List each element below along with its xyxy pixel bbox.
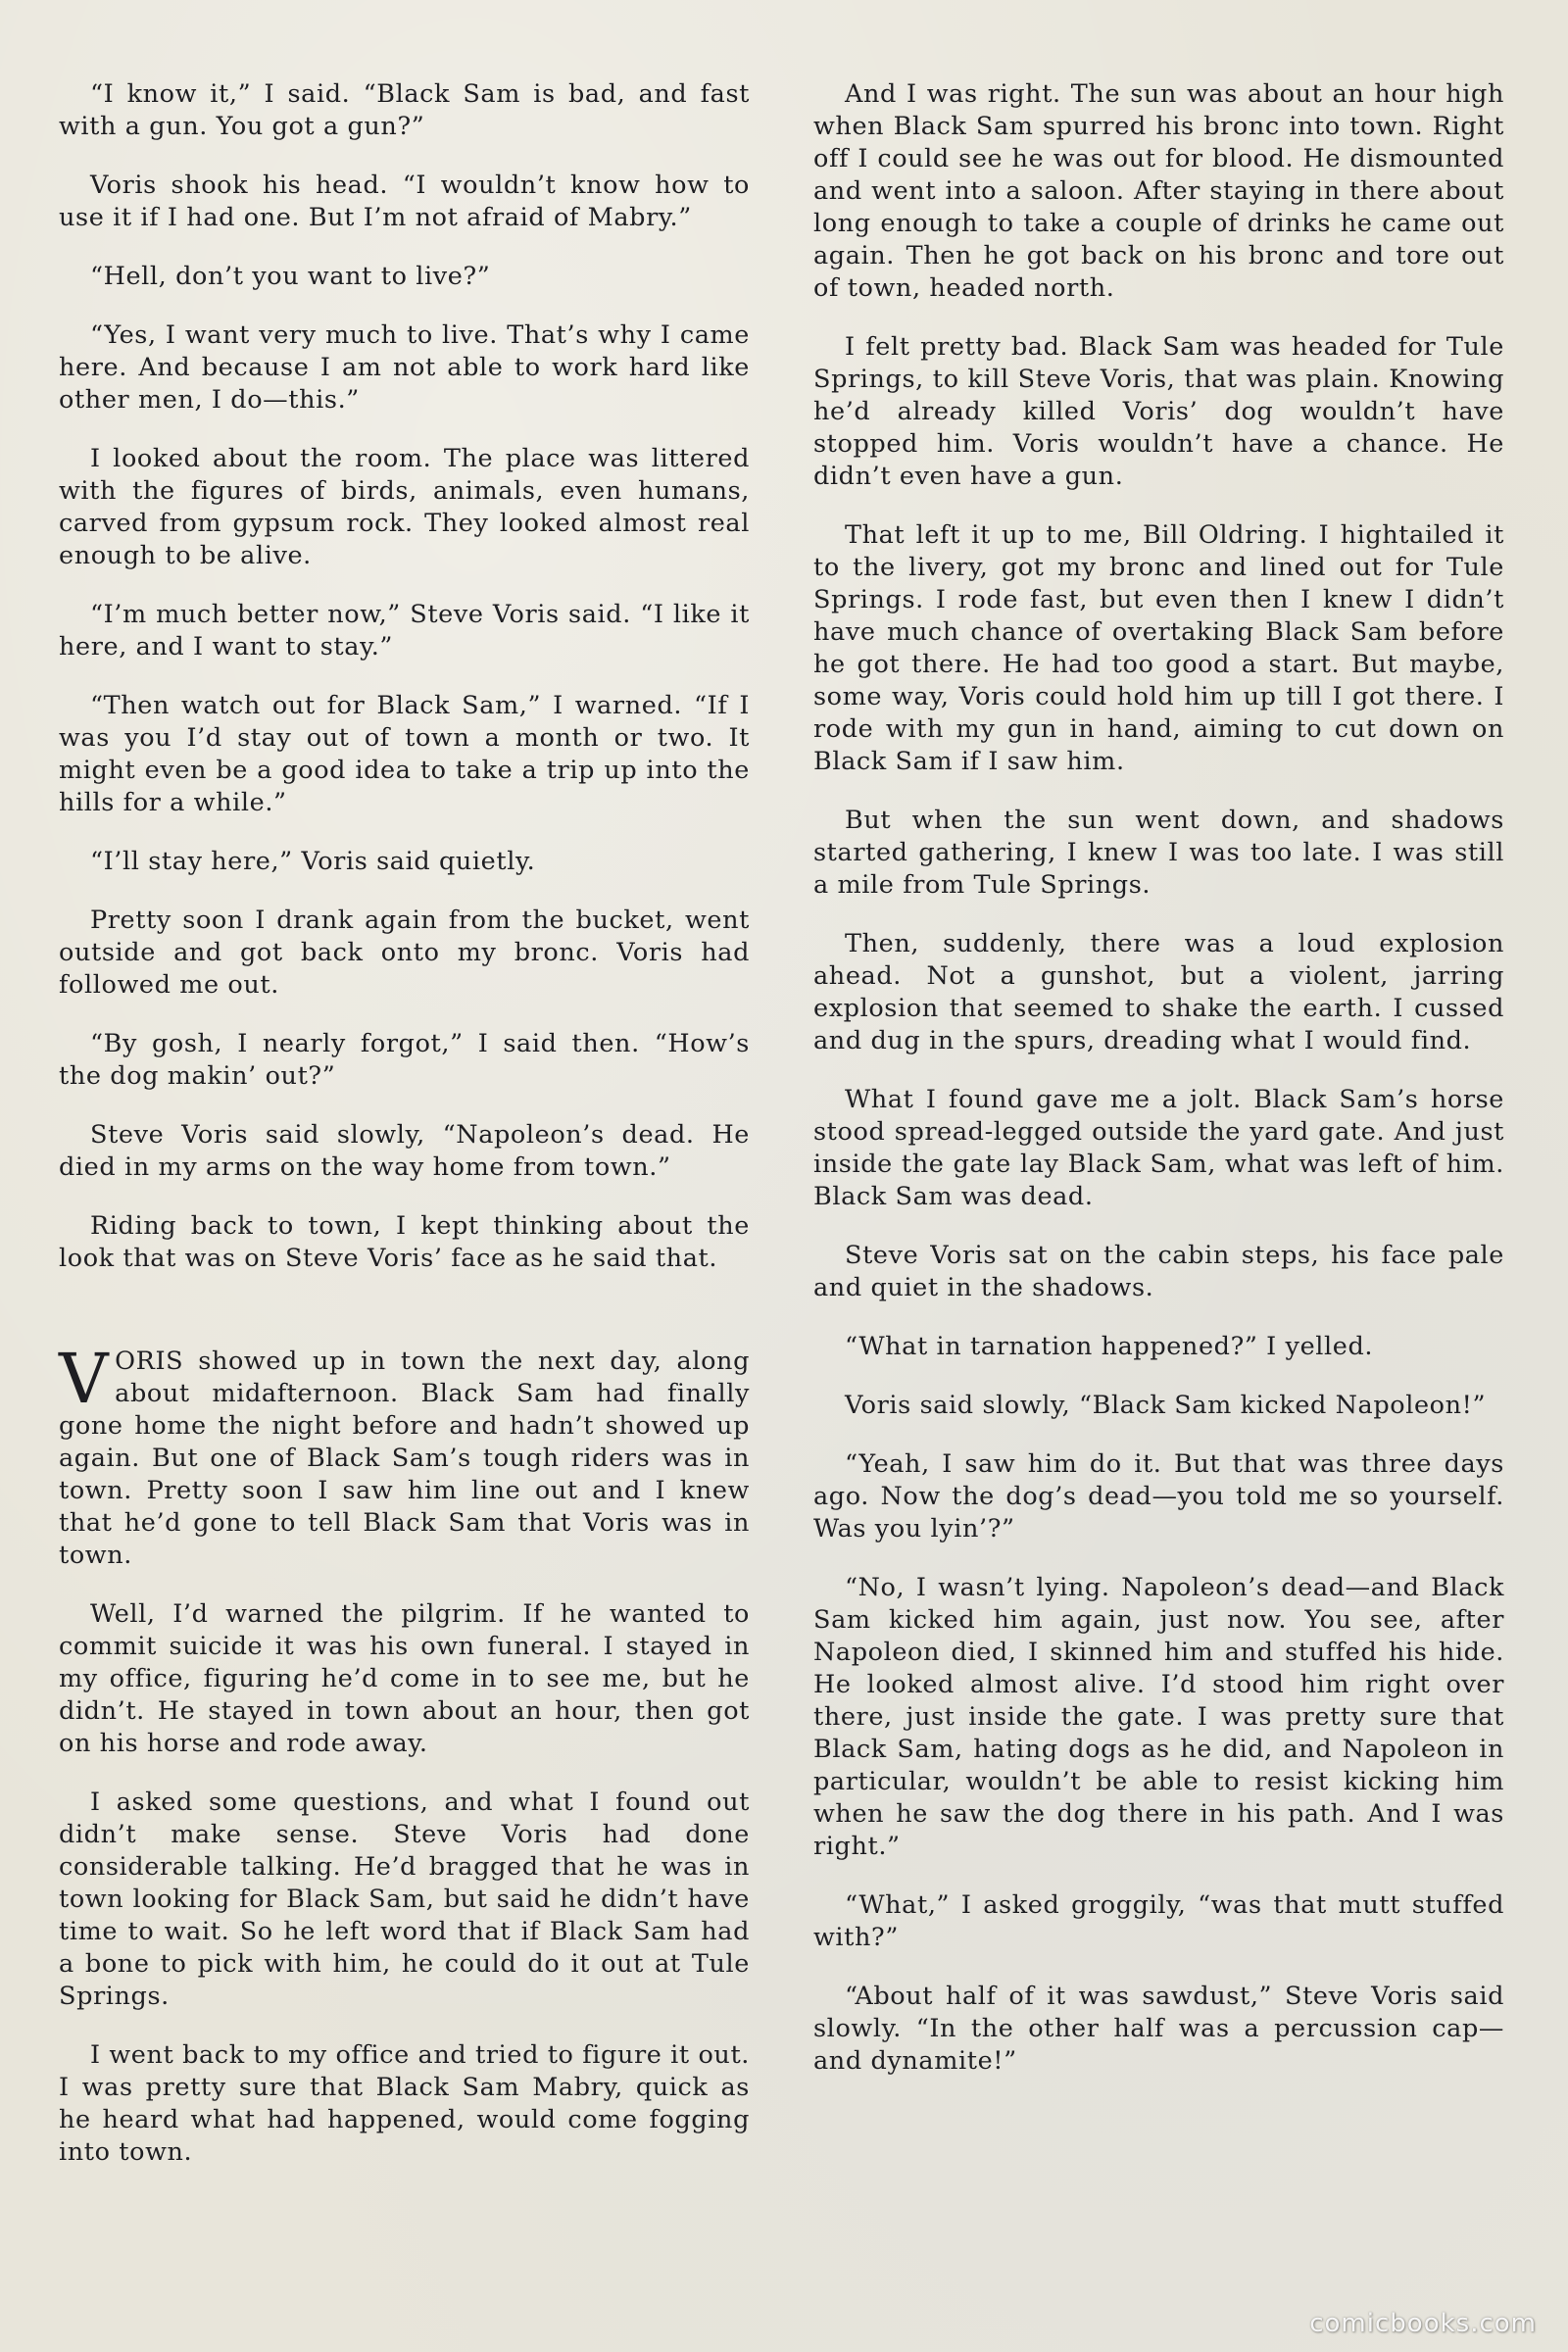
paragraph: Steve Voris sat on the cabin steps, his face pale and quiet in the shadows.	[813, 1241, 1504, 1302]
paragraph: I felt pretty bad. Black Sam was headed for Tule Springs, to kill Steve Voris, that was plain. Knowing he’d already killed Voris’ dog wouldn’t have stopped him. Voris wouldn’t have a chance. He didn’t even have a gun.	[813, 332, 1504, 491]
paragraph: Riding back to town, I kept thinking about the look that was on Steve Voris’ face as he said that.	[59, 1211, 750, 1273]
paragraph: “Hell, don’t you want to live?”	[90, 262, 491, 291]
paragraph: “I’ll stay here,” Voris said quietly.	[90, 847, 536, 876]
paragraph: “What in tarnation happened?” I yelled.	[845, 1332, 1374, 1361]
paragraph: I went back to my office and tried to figure it out. I was pretty sure that Black Sam Mabry, quick as he heard what had happened, would come fogging into town.	[59, 2040, 750, 2167]
paragraph-text: ORIS showed up in town the next day, along about midafternoon. Black Sam had finally gone home the night before and hadn’t showed up again. But one of Black Sam’s tough riders was in town. Pretty soon I saw him line out and I knew that he’d gone to tell Black Sam that Voris was in town.	[59, 1347, 750, 1570]
right-column	[813, 78, 1504, 2104]
paragraph: “Yes, I want very much to live. That’s why I came here. And because I am not able to work hard like other men, I do—this.”	[59, 320, 750, 415]
paragraph: Well, I’d warned the pilgrim. If he wanted to commit suicide it was his own funeral. I stayed in my office, figuring he’d come in to see me, but he didn’t. He stayed in town about an hour, then got on his horse and rode away.	[59, 1599, 750, 1758]
paragraph: “Then watch out for Black Sam,” I warned. “If I was you I’d stay out of town a month or two. It might even be a good idea to take a trip up into the hills for a while.”	[59, 691, 750, 817]
drop-cap-letter: V	[59, 1339, 110, 1419]
paragraph: “No, I wasn’t lying. Napoleon’s dead—and Black Sam kicked him again, just now. You see, after Napoleon died, I skinned him and stuffed his hide. He looked almost alive. I’d stood him right over there, just inside the gate. I was pretty sure that Black Sam, hating dogs as he did, and Napoleon in particular, wouldn’t be able to resist kicking him when he saw the dog there in his path. And I was right.”	[813, 1573, 1504, 1861]
paragraph: I looked about the room. The place was littered with the figures of birds, animals, even humans, carved from gypsum rock. They looked almost real enough to be alive.	[59, 444, 750, 570]
paragraph: That left it up to me, Bill Oldring. I hightailed it to the livery, got my bronc and lined out for Tule Springs. I rode fast, but even then I knew I didn’t have much chance of overtaking Black Sam before he got there. He had too good a start. But maybe, some way, Voris could hold him up till I got there. I rode with my gun in hand, aiming to cut down on Black Sam if I saw him.	[813, 520, 1504, 776]
paragraph: I asked some questions, and what I found out didn’t make sense. Steve Voris had done considerable talking. He’d bragged that he was in town looking for Black Sam, but said he didn’t have time to wait. So he left word that if Black Sam had a bone to pick with him, he could do it out at Tule Springs.	[59, 1788, 750, 2011]
paragraph: What I found gave me a jolt. Black Sam’s horse stood spread-legged outside the yard gate. And just inside the gate lay Black Sam, what was left of him. Black Sam was dead.	[813, 1085, 1504, 1211]
site-watermark: comicbooks.com	[1309, 2309, 1537, 2338]
paragraph: And I was right. The sun was about an hour high when Black Sam spurred his bronc into town. Right off I could see he was out for blood. He dismounted and went into a saloon. After staying in there about long enough to take a couple of drinks he came out again. Then he got back on his bronc and tore out of town, headed north.	[813, 79, 1504, 303]
paragraph: Voris said slowly, “Black Sam kicked Napoleon!”	[845, 1391, 1487, 1420]
paragraph: “I’m much better now,” Steve Voris said. “I like it here, and I want to stay.”	[59, 600, 750, 662]
paragraph: Then, suddenly, there was a loud explosion ahead. Not a gunshot, but a violent, jarring explosion that seemed to shake the earth. I cussed and dug in the spurs, dreading what I would find.	[813, 929, 1504, 1055]
paragraph: “I know it,” I said. “Black Sam is bad, and fast with a gun. You got a gun?”	[59, 79, 750, 141]
paragraph: But when the sun went down, and shadows started gathering, I knew I was too late. I was still a mile from Tule Springs.	[813, 806, 1504, 900]
paragraph: “By gosh, I nearly forgot,” I said then. “How’s the dog makin’ out?”	[59, 1029, 750, 1091]
paragraph: “About half of it was sawdust,” Steve Voris said slowly. “In the other half was a percussion cap—and dynamite!”	[813, 1982, 1504, 2076]
left-column	[59, 78, 750, 2195]
paragraph: Steve Voris said slowly, “Napoleon’s dead. He died in my arms on the way home from town.”	[59, 1120, 750, 1182]
paragraph: “What,” I asked groggily, “was that mutt stuffed with?”	[813, 1890, 1504, 1952]
section-opening-paragraph	[59, 1339, 750, 1572]
paragraph: “Yeah, I saw him do it. But that was three days ago. Now the dog’s dead—you told me so yourself. Was you lyin’?”	[813, 1449, 1504, 1544]
paragraph: Pretty soon I drank again from the bucket, went outside and got back onto my bronc. Voris had followed me out.	[59, 906, 750, 1000]
paragraph: Voris shook his head. “I wouldn’t know how to use it if I had one. But I’m not afraid of Mabry.”	[59, 171, 750, 232]
